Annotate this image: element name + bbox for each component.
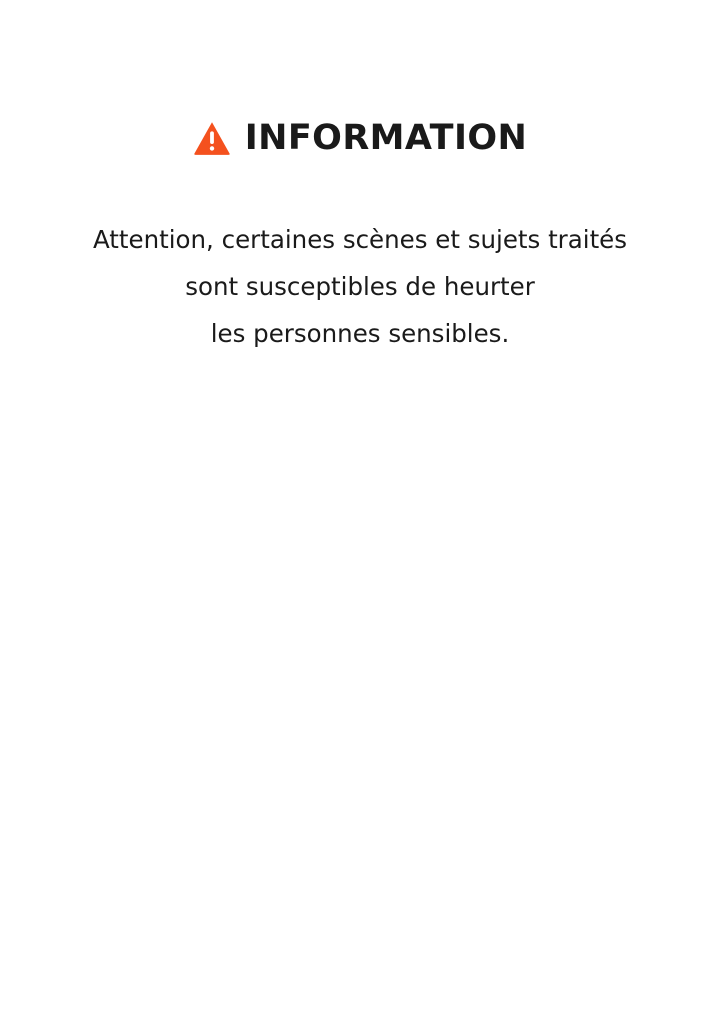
notice-title: INFORMATION [244, 118, 528, 158]
warning-triangle-icon [193, 120, 231, 156]
content-warning-notice [0, 118, 720, 357]
notice-body-line-3: les personnes sensibles. [210, 319, 510, 348]
notice-body-line-1: Attention, certaines scènes et sujets traités [92, 225, 628, 254]
notice-body [0, 216, 720, 357]
notice-body-line-2: sont susceptibles de heurter [185, 272, 535, 301]
notice-heading [0, 118, 720, 158]
